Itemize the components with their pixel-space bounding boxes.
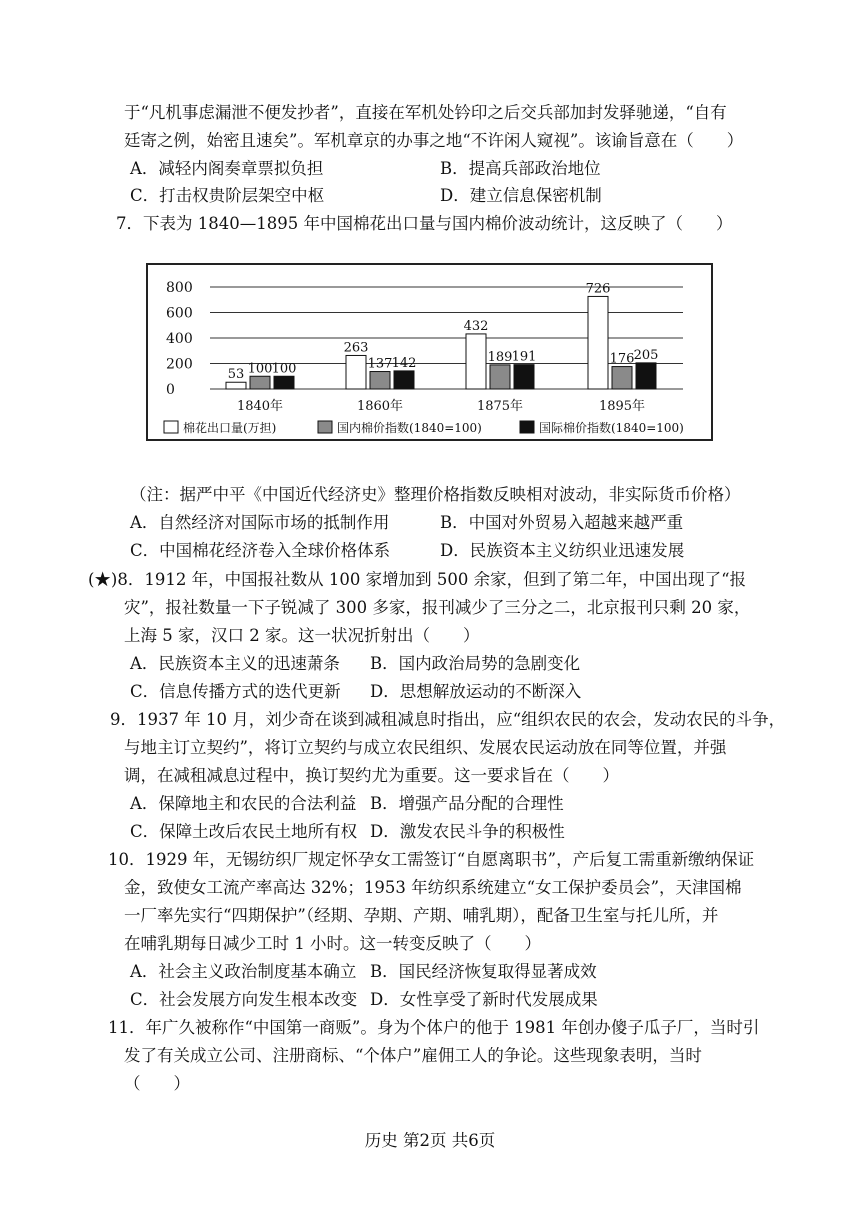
q10-option-d: D．女性享受了新时代发展成果 [370,990,598,1009]
y-tick-label: 200 [166,356,193,373]
bar [274,376,294,389]
bar [490,365,510,389]
bar [226,382,246,389]
data-label: 100 [247,361,273,377]
q7-option-b: B．中国对外贸易入超越来越严重 [440,513,684,532]
data-label: 176 [609,351,635,367]
y-tick-label: 0 [166,382,175,398]
legend-label: 国际棉价指数(1840=100) [539,421,684,435]
q8-line2: 灾”，报社数量一下子锐减了 300 多家，报刊减少了三分之二，北京报刊只剩 20 家， [124,598,751,617]
data-label: 137 [367,356,393,372]
q9-line3: 调，在减租减息过程中，换订契约尤为重要。这一要求旨在（ ） [124,766,619,785]
y-tick-label: 400 [166,331,193,347]
bar [370,372,390,389]
q10-option-a: A．社会主义政治制度基本确立 [130,962,357,981]
q8-option-a: A．民族资本主义的迅速萧条 [130,654,340,673]
q10-line4: 在哺乳期每日减少工时 1 小时。这一转变反映了（ ） [124,934,541,953]
q6-option-d: D．建立信息保密机制 [440,186,602,205]
q11-line2: 发了有关成立公司、注册商标、“个体户”雇佣工人的争论。这些现象表明，当时 [124,1046,702,1065]
q10-line2: 金，致使女工流产率高达 32%；1953 年纺织系统建立“女工保护委员会”，天津国棉 [124,878,742,897]
q8-option-d: D．思想解放运动的不断深入 [370,682,582,701]
q9-option-b: B．增强产品分配的合理性 [370,794,564,813]
q7-option-a: A．自然经济对国际市场的抵制作用 [130,513,390,532]
q6-line2: 廷寄之例，始密且速矣”。军机章京的办事之地“不许闲人窥视”。该谕旨意在（ ） [124,131,744,150]
x-tick-label: 1840年 [236,399,284,414]
q9-option-c: C．保障土改后农民土地所有权 [130,822,358,841]
data-label: 53 [227,367,245,383]
data-label: 263 [343,340,369,356]
data-label: 432 [463,318,489,334]
q10-line1: 10．1929 年，无锡纺织厂规定怀孕女工需签订“自愿离职书”，产后复工需重新缴纳保证 [108,850,755,869]
q9-option-d: D．激发农民斗争的积极性 [370,822,565,841]
q7-option-c: C．中国棉花经济卷入全球价格体系 [130,541,391,560]
q11-line1: 11．年广久被称作“中国第一商贩”。身为个体户的他于 1981 年创办傻子瓜子厂，当时引 [108,1018,760,1037]
q8-option-c: C．信息传播方式的迭代更新 [130,682,341,701]
q8-line1: (★)8．1912 年，中国报社数从 100 家增加到 500 余家，但到了第二年，中国出现了“报 [88,570,747,589]
q8-option-b: B．国内政治局势的急剧变化 [370,654,581,673]
q11-line3: （ ） [124,1074,190,1093]
x-tick-label: 1875年 [476,399,524,414]
data-label: 191 [511,349,537,365]
legend-swatch [164,421,178,433]
q9-line1: 9．1937 年 10 月，刘少奇在谈到减租减息时指出，应“组织农民的农会，发动农民的斗争， [110,710,786,729]
y-tick-label: 600 [166,305,193,322]
y-tick-label: 800 [166,280,193,296]
data-label: 205 [633,347,659,363]
data-label: 100 [271,361,297,377]
q10-option-c: C．社会发展方向发生根本改变 [130,990,358,1009]
legend-swatch [520,421,534,433]
q6-line1: 于“凡机事虑漏泄不便发抄者”，直接在军机处钤印之后交兵部加封发驿驰递，“自有 [124,103,727,122]
q10-option-b: B．国民经济恢复取得显著成效 [370,962,597,981]
legend-label: 国内棉价指数(1840=100) [337,421,482,435]
cotton-chart-svg [148,265,715,443]
legend-swatch [318,421,332,433]
q6-option-a: A．减轻内阁奏章票拟负担 [130,159,324,178]
x-tick-label: 1860年 [356,399,404,414]
bar [394,371,414,389]
bar [588,296,608,389]
bar [612,367,632,389]
q8-line3: 上海 5 家，汉口 2 家。这一状况折射出（ ） [124,626,480,645]
cotton-chart [146,263,713,441]
bar [466,334,486,389]
q10-line3: 一厂率先实行“四期保护”（经期、孕期、产期、哺乳期），配备卫生室与托儿所，并 [124,906,719,925]
q9-line2: 与地主订立契约”，将订立契约与成立农民组织、发展农民运动放在同等位置，并强 [124,738,727,757]
x-tick-label: 1895年 [598,399,646,414]
data-label: 189 [487,349,513,365]
bar [250,376,270,389]
data-label: 142 [391,355,417,371]
bar [346,355,366,389]
bar [636,363,656,389]
bar [514,365,534,389]
page-footer: 历史 第2页 共6页 [364,1131,496,1150]
q6-option-c: C．打击权贵阶层架空中枢 [130,186,325,205]
q7-stem: 7．下表为 1840—1895 年中国棉花出口量与国内棉价波动统计，这反映了（ ） [116,214,733,233]
q6-option-b: B．提高兵部政治地位 [440,159,601,178]
legend-label: 棉花出口量(万担) [183,421,277,435]
q7-option-d: D．民族资本主义纺织业迅速发展 [440,541,685,560]
data-label: 726 [585,281,611,297]
q7-note: （注：据严中平《中国近代经济史》整理价格指数反映相对波动，非实际货币价格） [130,485,741,504]
q9-option-a: A．保障地主和农民的合法利益 [130,794,357,813]
